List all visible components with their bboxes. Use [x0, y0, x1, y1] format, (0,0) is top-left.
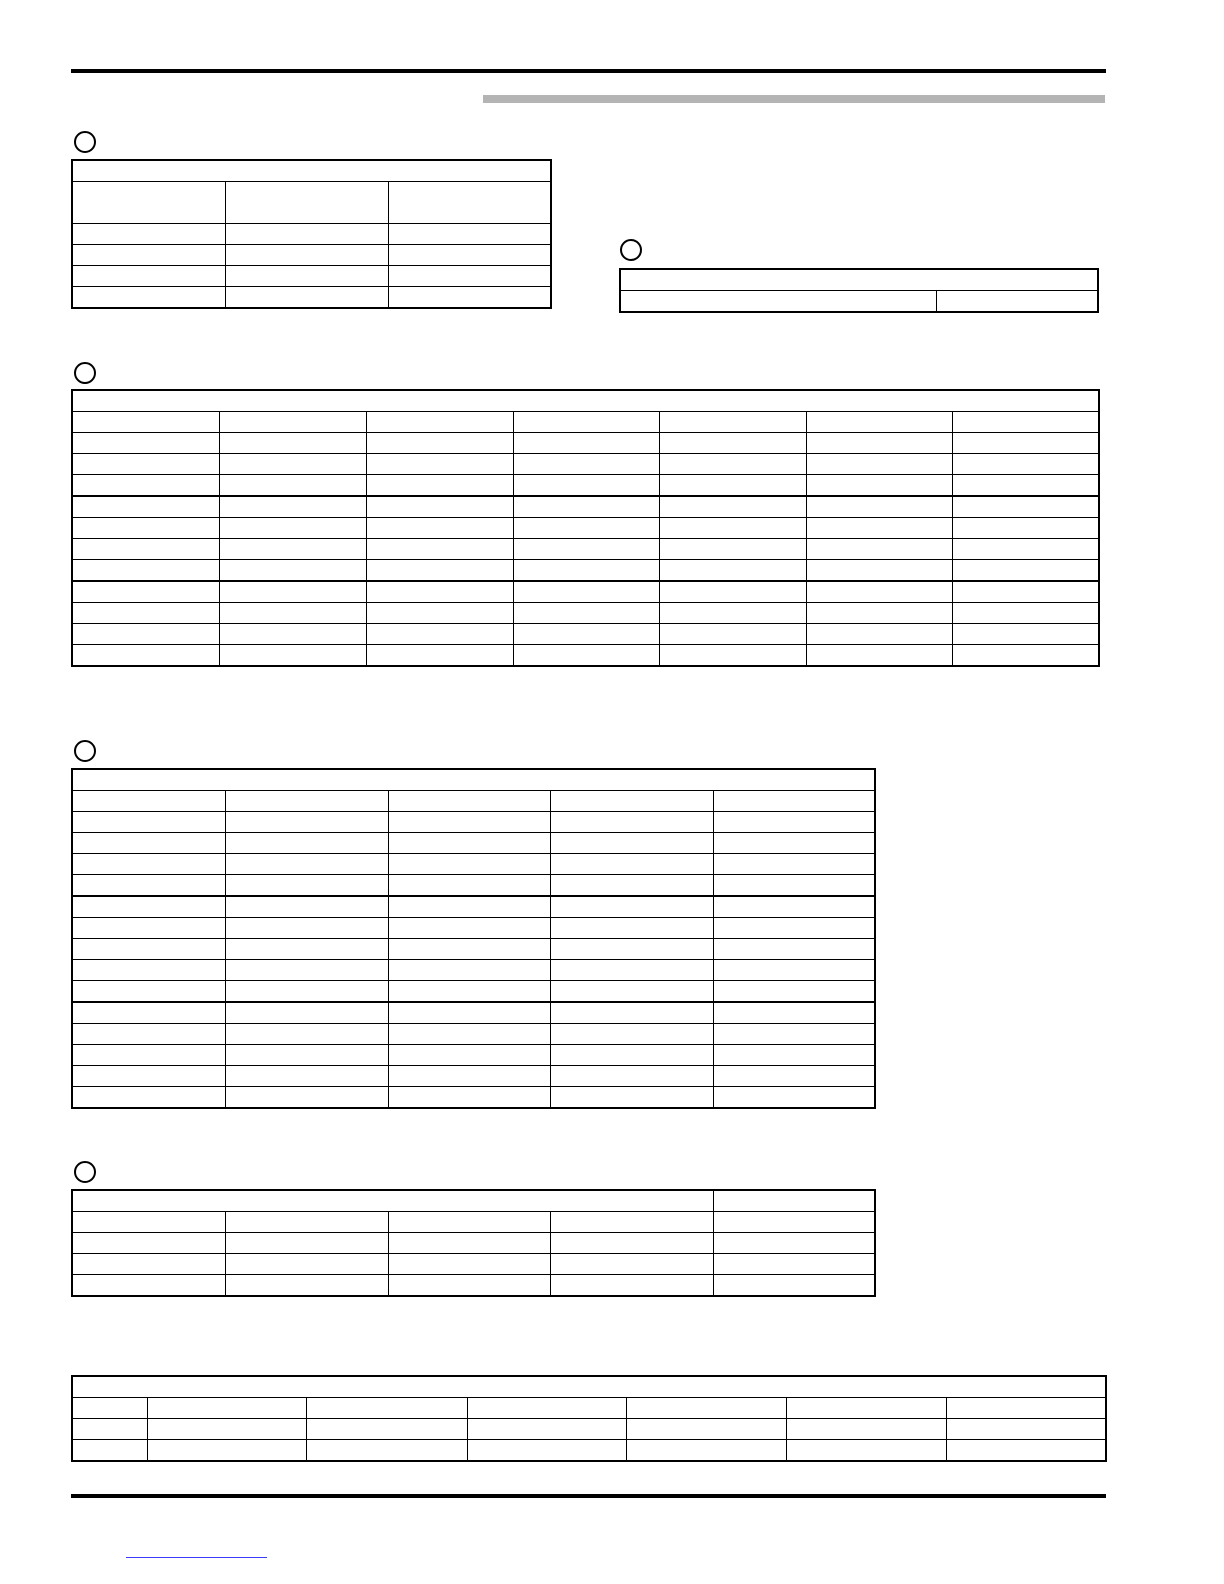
- table-cell: [366, 539, 513, 560]
- table-cell: [225, 1212, 388, 1233]
- table-cell: [713, 1024, 875, 1045]
- table-cell: [946, 1419, 1106, 1440]
- table-cell: [550, 1275, 713, 1297]
- table-cell: [225, 1087, 388, 1109]
- table-cell: [72, 875, 225, 897]
- table-cell: [366, 624, 513, 645]
- table-cell: [72, 896, 225, 918]
- table-cell: [550, 1066, 713, 1087]
- table-cell: [550, 875, 713, 897]
- table-cell: [225, 981, 388, 1003]
- table-cell: [467, 1398, 626, 1419]
- table-3-row: [72, 496, 1099, 518]
- table-cell: [72, 518, 219, 539]
- table-2-title: [620, 269, 1098, 291]
- table-6: [71, 1375, 1107, 1462]
- table-cell: [388, 939, 550, 960]
- table-cell: [72, 854, 225, 875]
- table-cell: [946, 1398, 1106, 1419]
- table-cell: [550, 939, 713, 960]
- table-4-row: [72, 1087, 875, 1109]
- table-cell: [225, 224, 388, 245]
- table-3-row: [72, 412, 1099, 433]
- table-cell: [225, 1002, 388, 1024]
- section-marker-4: [74, 740, 96, 762]
- table-4-row: [72, 1024, 875, 1045]
- table-cell: [550, 1045, 713, 1066]
- table-cell: [550, 833, 713, 854]
- table-cell: [72, 1002, 225, 1024]
- table-cell: [620, 291, 936, 313]
- table-cell: [72, 603, 219, 624]
- table-4-row: [72, 1066, 875, 1087]
- table-cell: [388, 1002, 550, 1024]
- table-cell: [713, 918, 875, 939]
- table-2-row: [620, 291, 1098, 313]
- table-cell: [806, 560, 952, 582]
- table-cell: [388, 854, 550, 875]
- table-cell: [388, 1212, 550, 1233]
- table-5-row: [72, 1254, 875, 1275]
- table-cell: [225, 896, 388, 918]
- table-cell: [72, 454, 219, 475]
- table-4-row: [72, 791, 875, 812]
- table-3-row: [72, 518, 1099, 539]
- table-cell: [72, 1440, 147, 1462]
- table-cell: [713, 981, 875, 1003]
- table-3-row: [72, 645, 1099, 667]
- table-cell: [806, 412, 952, 433]
- table-cell: [713, 1066, 875, 1087]
- table-cell: [388, 812, 550, 833]
- table-cell: [388, 875, 550, 897]
- table-cell: [388, 1087, 550, 1109]
- table-cell: [366, 475, 513, 497]
- table-cell: [952, 560, 1099, 582]
- table-cell: [72, 1087, 225, 1109]
- table-cell: [626, 1398, 786, 1419]
- table-1-row: [72, 224, 551, 245]
- table-cell: [72, 266, 225, 287]
- table-cell: [388, 1233, 550, 1254]
- table-cell: [225, 1275, 388, 1297]
- table-cell: [72, 1066, 225, 1087]
- table-cell: [659, 539, 806, 560]
- table-cell: [306, 1419, 467, 1440]
- table-cell: [72, 960, 225, 981]
- table-cell: [72, 1045, 225, 1066]
- table-6-row: [72, 1376, 1106, 1398]
- table-cell: [72, 1212, 225, 1233]
- table-cell: [72, 182, 225, 224]
- table-cell: [513, 475, 659, 497]
- table-cell: [72, 981, 225, 1003]
- table-cell: [659, 454, 806, 475]
- table-4-row: [72, 981, 875, 1003]
- table-cell: [550, 1233, 713, 1254]
- table-cell: [219, 475, 366, 497]
- table-cell: [219, 518, 366, 539]
- table-cell: [952, 624, 1099, 645]
- table-cell: [72, 287, 225, 309]
- table-5-row: [72, 1190, 875, 1212]
- table-cell: [366, 433, 513, 454]
- table-4-row: [72, 960, 875, 981]
- table-5-row: [72, 1212, 875, 1233]
- section-marker-3: [74, 362, 96, 384]
- table-1-row: [72, 160, 551, 182]
- table-cell: [225, 960, 388, 981]
- table-cell: [550, 1087, 713, 1109]
- table-cell: [366, 496, 513, 518]
- table-cell: [713, 791, 875, 812]
- table-3: [71, 389, 1100, 667]
- table-cell: [713, 1087, 875, 1109]
- table-cell: [806, 539, 952, 560]
- table-cell: [806, 475, 952, 497]
- table-cell: [225, 1066, 388, 1087]
- table-cell: [72, 918, 225, 939]
- table-cell: [713, 1002, 875, 1024]
- table-4-row: [72, 875, 875, 897]
- table-cell: [225, 1045, 388, 1066]
- table-cell: [225, 287, 388, 309]
- table-cell: [467, 1419, 626, 1440]
- table-5: [71, 1189, 876, 1297]
- table-cell: [72, 1419, 147, 1440]
- table-cell: [946, 1440, 1106, 1462]
- table-cell: [72, 791, 225, 812]
- table-cell: [219, 454, 366, 475]
- table-1: [71, 159, 552, 309]
- table-3-row: [72, 624, 1099, 645]
- table-cell: [306, 1440, 467, 1462]
- table-cell: [366, 645, 513, 667]
- table-cell: [659, 624, 806, 645]
- table-cell: [388, 791, 550, 812]
- table-cell: [147, 1398, 306, 1419]
- table-cell: [72, 1233, 225, 1254]
- table-cell: [786, 1419, 946, 1440]
- table-cell: [225, 1024, 388, 1045]
- table-cell: [388, 1066, 550, 1087]
- table-cell: [72, 645, 219, 667]
- table-cell: [513, 433, 659, 454]
- table-cell: [952, 603, 1099, 624]
- table-cell: [219, 603, 366, 624]
- table-cell: [388, 224, 551, 245]
- table-cell: [550, 1024, 713, 1045]
- table-cell: [219, 560, 366, 582]
- table-cell: [713, 1233, 875, 1254]
- table-cell: [659, 560, 806, 582]
- table-cell: [72, 539, 219, 560]
- table-cell: [388, 182, 551, 224]
- table-cell: [952, 496, 1099, 518]
- table-cell: [659, 645, 806, 667]
- table-cell: [806, 454, 952, 475]
- table-cell: [550, 918, 713, 939]
- table-6-row: [72, 1398, 1106, 1419]
- table-cell: [306, 1398, 467, 1419]
- table-cell: [388, 287, 551, 309]
- table-cell: [550, 791, 713, 812]
- table-cell: [806, 518, 952, 539]
- table-cell: [225, 1254, 388, 1275]
- table-5-title: [72, 1190, 713, 1212]
- table-cell: [806, 603, 952, 624]
- table-cell: [513, 645, 659, 667]
- section-marker-2: [620, 239, 642, 261]
- table-cell: [225, 812, 388, 833]
- table-cell: [366, 603, 513, 624]
- table-cell: [388, 1024, 550, 1045]
- table-cell: [952, 518, 1099, 539]
- table-cell: [659, 581, 806, 603]
- table-cell: [72, 1398, 147, 1419]
- table-2-row: [620, 269, 1098, 291]
- table-cell: [659, 412, 806, 433]
- table-cell: [72, 1024, 225, 1045]
- table-cell: [366, 581, 513, 603]
- table-4-row: [72, 896, 875, 918]
- table-5-row: [72, 1275, 875, 1297]
- table-2: [619, 268, 1099, 313]
- table-cell: [806, 645, 952, 667]
- table-1-row: [72, 287, 551, 309]
- table-4-row: [72, 1002, 875, 1024]
- table-3-title: [72, 390, 1099, 412]
- table-cell: [225, 833, 388, 854]
- table-4-row: [72, 939, 875, 960]
- table-cell: [952, 454, 1099, 475]
- table-cell: [219, 645, 366, 667]
- table-cell: [513, 539, 659, 560]
- table-cell: [550, 896, 713, 918]
- table-cell: [513, 412, 659, 433]
- table-cell: [713, 875, 875, 897]
- table-cell: [806, 433, 952, 454]
- table-cell: [952, 539, 1099, 560]
- table-1-row: [72, 245, 551, 266]
- table-cell: [219, 412, 366, 433]
- table-cell: [366, 412, 513, 433]
- table-cell: [936, 291, 1098, 313]
- table-cell: [713, 939, 875, 960]
- table-cell: [72, 412, 219, 433]
- table-cell: [366, 454, 513, 475]
- table-cell: [626, 1440, 786, 1462]
- table-cell: [513, 560, 659, 582]
- table-4-title: [72, 769, 875, 791]
- table-cell: [72, 1275, 225, 1297]
- table-cell: [550, 1254, 713, 1275]
- table-3-row: [72, 603, 1099, 624]
- table-cell: [72, 224, 225, 245]
- table-cell: [72, 833, 225, 854]
- table-6-title: [72, 1376, 1106, 1398]
- table-cell: [225, 918, 388, 939]
- table-cell: [713, 960, 875, 981]
- table-3-row: [72, 539, 1099, 560]
- table-cell: [225, 182, 388, 224]
- table-cell: [225, 939, 388, 960]
- table-cell: [225, 1233, 388, 1254]
- table-cell: [952, 581, 1099, 603]
- table-cell: [713, 1212, 875, 1233]
- table-cell: [806, 496, 952, 518]
- table-cell: [147, 1419, 306, 1440]
- table-cell: [550, 981, 713, 1003]
- table-6-row: [72, 1419, 1106, 1440]
- table-cell: [550, 854, 713, 875]
- table-cell: [952, 412, 1099, 433]
- table-cell: [219, 433, 366, 454]
- table-cell: [713, 833, 875, 854]
- table-cell: [952, 433, 1099, 454]
- table-4-row: [72, 918, 875, 939]
- table-cell: [72, 812, 225, 833]
- table-cell: [659, 603, 806, 624]
- table-cell: [225, 266, 388, 287]
- table-cell: [388, 1254, 550, 1275]
- table-cell: [225, 791, 388, 812]
- table-4-row: [72, 854, 875, 875]
- table-5-row: [72, 1233, 875, 1254]
- table-1-title: [72, 160, 551, 182]
- table-cell: [72, 560, 219, 582]
- table-cell: [713, 812, 875, 833]
- table-cell: [659, 433, 806, 454]
- table-cell: [952, 645, 1099, 667]
- table-cell: [713, 1254, 875, 1275]
- section-marker-1: [74, 131, 96, 153]
- table-cell: [388, 981, 550, 1003]
- table-cell: [219, 539, 366, 560]
- table-cell: [806, 624, 952, 645]
- table-cell: [366, 518, 513, 539]
- table-cell: [713, 854, 875, 875]
- table-cell: [513, 454, 659, 475]
- table-4-row: [72, 1045, 875, 1066]
- section-marker-5: [74, 1161, 96, 1183]
- table-cell: [550, 960, 713, 981]
- table-cell: [550, 812, 713, 833]
- table-cell: [713, 1045, 875, 1066]
- table-cell: [626, 1419, 786, 1440]
- table-cell: [513, 581, 659, 603]
- table-3-row: [72, 454, 1099, 475]
- table-cell: [806, 581, 952, 603]
- table-cell: [225, 875, 388, 897]
- table-4-row: [72, 812, 875, 833]
- table-cell: [388, 1275, 550, 1297]
- table-cell: [388, 833, 550, 854]
- table-cell: [219, 624, 366, 645]
- table-cell: [72, 1254, 225, 1275]
- table-4-row: [72, 833, 875, 854]
- table-cell: [72, 433, 219, 454]
- table-cell: [550, 1212, 713, 1233]
- table-1-row: [72, 266, 551, 287]
- table-cell: [513, 624, 659, 645]
- table-cell: [659, 518, 806, 539]
- table-cell: [467, 1440, 626, 1462]
- bottom-rule: [71, 1494, 1106, 1498]
- table-3-row: [72, 433, 1099, 454]
- table-4-row: [72, 769, 875, 791]
- table-cell: [388, 960, 550, 981]
- table-cell: [219, 581, 366, 603]
- table-cell: [659, 475, 806, 497]
- table-3-row: [72, 581, 1099, 603]
- table-cell: [952, 475, 1099, 497]
- table-6-row: [72, 1440, 1106, 1462]
- table-1-row: [72, 182, 551, 224]
- table-cell: [72, 939, 225, 960]
- table-cell: [225, 854, 388, 875]
- table-cell: [72, 245, 225, 266]
- table-cell: [72, 475, 219, 497]
- table-cell: [219, 496, 366, 518]
- table-cell: [388, 245, 551, 266]
- table-cell: [550, 1002, 713, 1024]
- table-cell: [713, 1190, 875, 1212]
- table-cell: [513, 496, 659, 518]
- table-cell: [388, 896, 550, 918]
- table-cell: [713, 1275, 875, 1297]
- table-cell: [659, 496, 806, 518]
- table-cell: [786, 1398, 946, 1419]
- table-cell: [72, 496, 219, 518]
- table-3-row: [72, 390, 1099, 412]
- table-cell: [513, 518, 659, 539]
- table-cell: [225, 245, 388, 266]
- table-3-row: [72, 475, 1099, 497]
- table-4: [71, 768, 876, 1109]
- footer-link[interactable]: [126, 1557, 267, 1558]
- table-cell: [786, 1440, 946, 1462]
- top-rule: [71, 69, 1106, 73]
- table-cell: [147, 1440, 306, 1462]
- table-cell: [513, 603, 659, 624]
- table-cell: [388, 918, 550, 939]
- table-cell: [72, 581, 219, 603]
- table-3-row: [72, 560, 1099, 582]
- table-cell: [713, 896, 875, 918]
- table-cell: [388, 1045, 550, 1066]
- table-cell: [72, 624, 219, 645]
- table-cell: [366, 560, 513, 582]
- table-cell: [388, 266, 551, 287]
- header-bar: [483, 95, 1105, 103]
